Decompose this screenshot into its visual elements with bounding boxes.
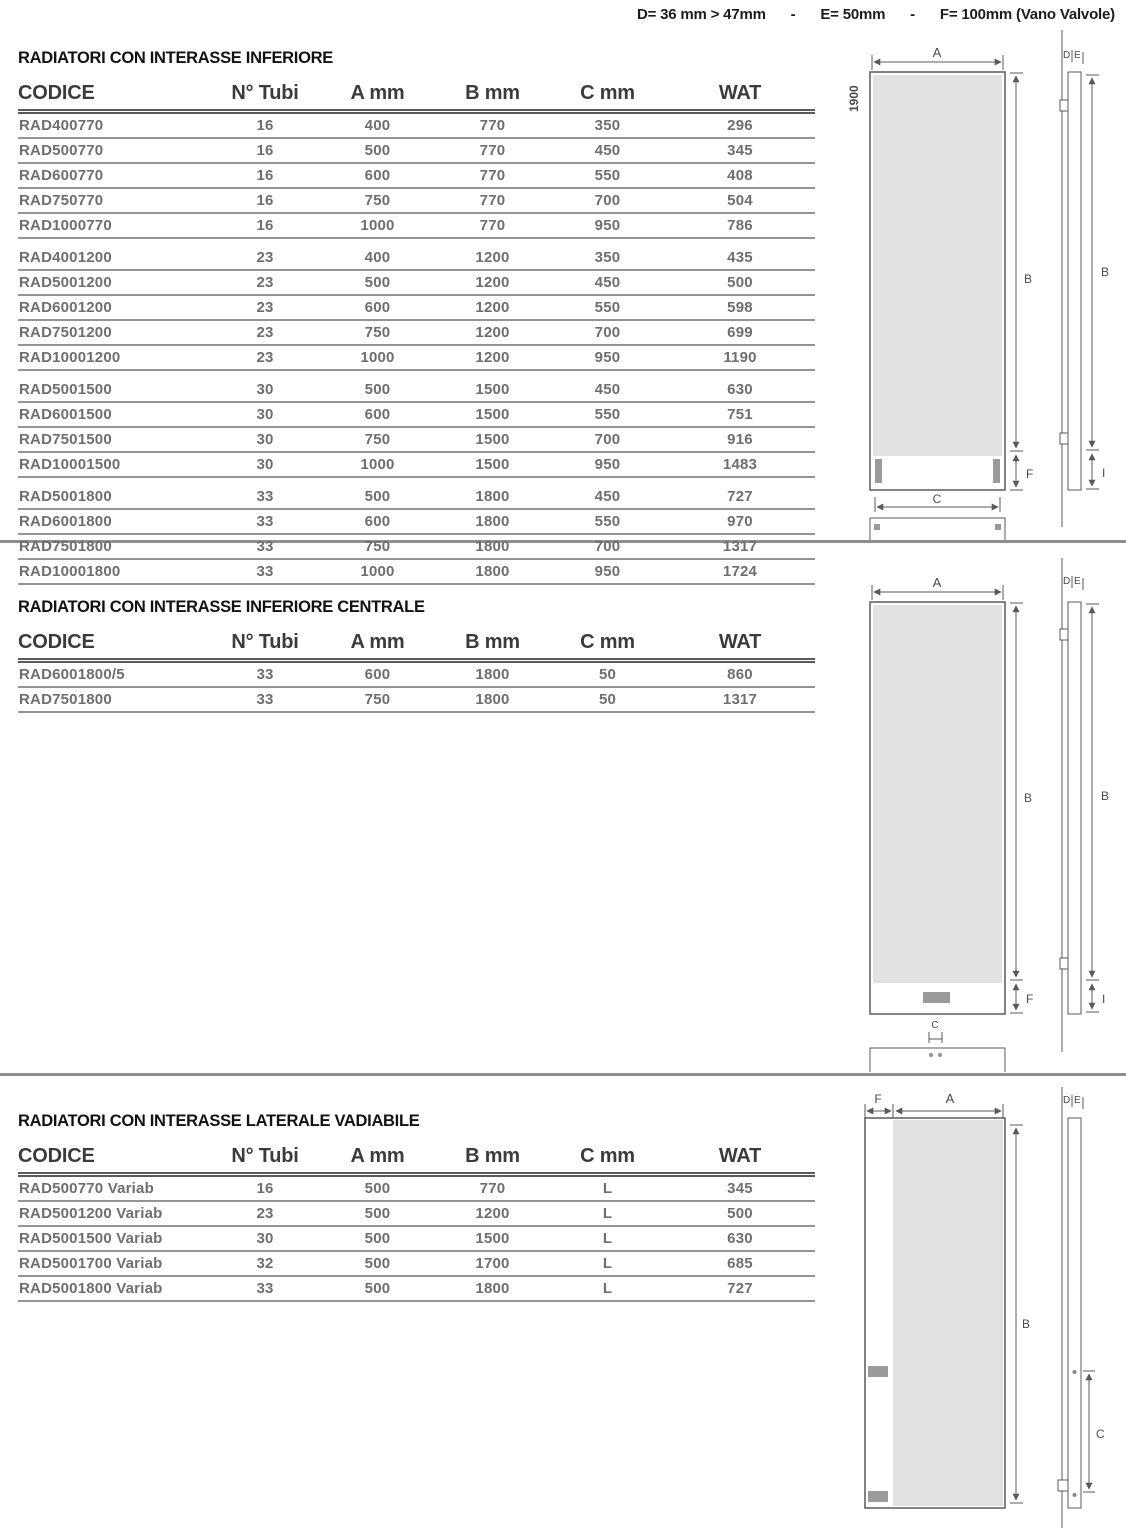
value-cell: 33 bbox=[210, 485, 320, 509]
dim-b-side-label: B bbox=[1101, 789, 1110, 803]
codice-cell: RAD5001700 Variab bbox=[18, 1251, 210, 1276]
spec-table-inferiore-centrale bbox=[18, 629, 815, 713]
value-cell: 500 bbox=[320, 1226, 435, 1251]
value-cell: 700 bbox=[550, 188, 665, 213]
value-cell: 500 bbox=[320, 1175, 435, 1202]
dim-c-label: C bbox=[932, 492, 942, 506]
group-spacer bbox=[18, 238, 815, 246]
column-header-c-mm: C mm bbox=[550, 80, 665, 112]
dim-e-label: E bbox=[1074, 1095, 1081, 1106]
dim-e-label: E bbox=[1074, 576, 1081, 587]
value-cell: 550 bbox=[550, 163, 665, 188]
row-group bbox=[18, 661, 815, 713]
value-cell: 500 bbox=[665, 1201, 815, 1226]
header-row bbox=[18, 80, 815, 112]
codice-cell: RAD10001500 bbox=[18, 452, 210, 477]
value-cell: 1800 bbox=[435, 509, 550, 534]
table-row bbox=[18, 138, 815, 163]
column-header-c-mm: C mm bbox=[550, 629, 665, 661]
codice-cell: RAD500770 Variab bbox=[18, 1175, 210, 1202]
value-cell: 630 bbox=[665, 378, 815, 402]
codice-cell: RAD5001800 Variab bbox=[18, 1276, 210, 1301]
value-cell: 750 bbox=[320, 188, 435, 213]
value-cell: 400 bbox=[320, 112, 435, 139]
row-group bbox=[18, 238, 815, 370]
radiator-body bbox=[873, 75, 1002, 456]
value-cell: 500 bbox=[665, 270, 815, 295]
value-cell: 860 bbox=[665, 661, 815, 688]
value-cell: 32 bbox=[210, 1251, 320, 1276]
value-cell: 16 bbox=[210, 163, 320, 188]
value-cell: 1500 bbox=[435, 378, 550, 402]
value-cell: 30 bbox=[210, 1226, 320, 1251]
table-row bbox=[18, 402, 815, 427]
value-cell: 600 bbox=[320, 295, 435, 320]
value-cell: 1800 bbox=[435, 485, 550, 509]
valve-tab-left bbox=[875, 459, 882, 483]
bottom-view-bar bbox=[870, 1048, 1005, 1072]
value-cell: 950 bbox=[550, 345, 665, 370]
dim-separator: - bbox=[910, 6, 915, 23]
value-cell: 30 bbox=[210, 378, 320, 402]
valve-tab-right bbox=[993, 459, 1000, 483]
value-cell: 750 bbox=[320, 320, 435, 345]
value-cell: 30 bbox=[210, 402, 320, 427]
dim-a-label: A bbox=[945, 1091, 955, 1106]
value-cell: 700 bbox=[550, 534, 665, 559]
dim-d-label: D bbox=[1063, 576, 1071, 587]
diagram-interasse-laterale bbox=[830, 1085, 1126, 1531]
value-cell: 1500 bbox=[435, 427, 550, 452]
value-cell: 1483 bbox=[665, 452, 815, 477]
header-row bbox=[18, 1143, 815, 1175]
value-cell: 23 bbox=[210, 1201, 320, 1226]
value-cell: 50 bbox=[550, 661, 665, 688]
value-cell: L bbox=[550, 1251, 665, 1276]
radiator-side-profile bbox=[1068, 72, 1081, 490]
value-cell: 23 bbox=[210, 345, 320, 370]
value-cell: 16 bbox=[210, 1175, 320, 1202]
value-cell: 1800 bbox=[435, 687, 550, 712]
column-header-a-mm: A mm bbox=[320, 1143, 435, 1175]
dim-i-label: I bbox=[1102, 992, 1106, 1006]
value-cell: 504 bbox=[665, 188, 815, 213]
value-cell: 23 bbox=[210, 295, 320, 320]
column-header-wat: WAT bbox=[665, 1143, 815, 1175]
valve-tab-center bbox=[923, 992, 950, 1003]
value-cell: 33 bbox=[210, 687, 320, 712]
dim-d-value: D= 36 mm > 47mm bbox=[637, 6, 766, 23]
codice-cell: RAD7501800 bbox=[18, 534, 210, 559]
value-cell: 751 bbox=[665, 402, 815, 427]
value-cell: 700 bbox=[550, 320, 665, 345]
value-cell: 1000 bbox=[320, 452, 435, 477]
codice-cell: RAD5001500 bbox=[18, 378, 210, 402]
value-cell: 296 bbox=[665, 112, 815, 139]
value-cell: 1200 bbox=[435, 246, 550, 270]
value-cell: 1000 bbox=[320, 559, 435, 584]
value-cell: 600 bbox=[320, 509, 435, 534]
value-cell: 500 bbox=[320, 1251, 435, 1276]
valve-tab-upper bbox=[868, 1366, 888, 1377]
value-cell: 970 bbox=[665, 509, 815, 534]
table-row bbox=[18, 1175, 815, 1202]
value-cell: 408 bbox=[665, 163, 815, 188]
value-cell: 1000 bbox=[320, 213, 435, 238]
row-group bbox=[18, 370, 815, 477]
value-cell: 1200 bbox=[435, 1201, 550, 1226]
value-cell: 435 bbox=[665, 246, 815, 270]
table-row bbox=[18, 559, 815, 584]
value-cell: 550 bbox=[550, 402, 665, 427]
value-cell: L bbox=[550, 1201, 665, 1226]
dim-a-label: A bbox=[932, 45, 942, 60]
value-cell: 600 bbox=[320, 661, 435, 688]
table-row bbox=[18, 687, 815, 712]
column-header-wat: WAT bbox=[665, 629, 815, 661]
codice-cell: RAD7501200 bbox=[18, 320, 210, 345]
spec-table-inferiore bbox=[18, 80, 815, 585]
table-row bbox=[18, 270, 815, 295]
dim-c-label: C bbox=[931, 1020, 939, 1031]
value-cell: 600 bbox=[320, 163, 435, 188]
table-row bbox=[18, 378, 815, 402]
dim-f-label: F bbox=[1026, 467, 1034, 481]
value-cell: 33 bbox=[210, 1276, 320, 1301]
radiator-body bbox=[893, 1120, 1003, 1506]
value-cell: 30 bbox=[210, 452, 320, 477]
codice-cell: RAD10001800 bbox=[18, 559, 210, 584]
value-cell: 500 bbox=[320, 1276, 435, 1301]
overall-height-label: 1900 bbox=[847, 85, 861, 112]
value-cell: 916 bbox=[665, 427, 815, 452]
value-cell: L bbox=[550, 1276, 665, 1301]
radiator-body bbox=[873, 605, 1002, 983]
value-cell: 630 bbox=[665, 1226, 815, 1251]
column-header-n-tubi: N° Tubi bbox=[210, 1143, 320, 1175]
value-cell: 400 bbox=[320, 246, 435, 270]
value-cell: 1800 bbox=[435, 1276, 550, 1301]
column-header-a-mm: A mm bbox=[320, 80, 435, 112]
header-row bbox=[18, 629, 815, 661]
codice-cell: RAD500770 bbox=[18, 138, 210, 163]
group-spacer bbox=[18, 370, 815, 378]
value-cell: 450 bbox=[550, 138, 665, 163]
value-cell: 33 bbox=[210, 509, 320, 534]
wall-bracket bbox=[1060, 100, 1068, 111]
value-cell: 1500 bbox=[435, 452, 550, 477]
value-cell: 598 bbox=[665, 295, 815, 320]
dim-d-label: D bbox=[1063, 50, 1071, 61]
value-cell: 1800 bbox=[435, 559, 550, 584]
codice-cell: RAD1000770 bbox=[18, 213, 210, 238]
value-cell: 600 bbox=[320, 402, 435, 427]
diagram-interasse-inferiore bbox=[830, 28, 1126, 545]
wall-bracket bbox=[1060, 629, 1068, 640]
row-group bbox=[18, 477, 815, 584]
dim-c-label: C bbox=[1096, 1427, 1105, 1441]
table-row bbox=[18, 188, 815, 213]
section-title: RADIATORI CON INTERASSE INFERIORE bbox=[18, 49, 333, 67]
value-cell: 699 bbox=[665, 320, 815, 345]
value-cell: 700 bbox=[550, 427, 665, 452]
codice-cell: RAD7501800 bbox=[18, 687, 210, 712]
diagram-interasse-inferiore-centrale bbox=[830, 556, 1126, 1076]
value-cell: 16 bbox=[210, 188, 320, 213]
value-cell: L bbox=[550, 1226, 665, 1251]
value-cell: 770 bbox=[435, 138, 550, 163]
value-cell: 450 bbox=[550, 270, 665, 295]
value-cell: 1000 bbox=[320, 345, 435, 370]
value-cell: 500 bbox=[320, 138, 435, 163]
section-title: RADIATORI CON INTERASSE INFERIORE CENTRALE bbox=[18, 598, 425, 616]
column-header-b-mm: B mm bbox=[435, 1143, 550, 1175]
column-header-codice: CODICE bbox=[18, 80, 210, 112]
codice-cell: RAD5001200 Variab bbox=[18, 1201, 210, 1226]
column-header-c-mm: C mm bbox=[550, 1143, 665, 1175]
value-cell: 770 bbox=[435, 213, 550, 238]
dim-b-label: B bbox=[1022, 1317, 1031, 1331]
value-cell: 345 bbox=[665, 138, 815, 163]
value-cell: 550 bbox=[550, 295, 665, 320]
table-row bbox=[18, 1226, 815, 1251]
value-cell: 350 bbox=[550, 112, 665, 139]
value-cell: 1724 bbox=[665, 559, 815, 584]
value-cell: 786 bbox=[665, 213, 815, 238]
value-cell: 750 bbox=[320, 427, 435, 452]
value-cell: 1800 bbox=[435, 534, 550, 559]
value-cell: 23 bbox=[210, 320, 320, 345]
value-cell: 350 bbox=[550, 246, 665, 270]
codice-cell: RAD4001200 bbox=[18, 246, 210, 270]
dim-separator: - bbox=[790, 6, 796, 23]
value-cell: 33 bbox=[210, 661, 320, 688]
value-cell: 770 bbox=[435, 1175, 550, 1202]
value-cell: 23 bbox=[210, 246, 320, 270]
value-cell: 770 bbox=[435, 163, 550, 188]
value-cell: L bbox=[550, 1175, 665, 1202]
value-cell: 1200 bbox=[435, 270, 550, 295]
codice-cell: RAD10001200 bbox=[18, 345, 210, 370]
column-header-b-mm: B mm bbox=[435, 80, 550, 112]
value-cell: 345 bbox=[665, 1175, 815, 1202]
section-interasse-inferiore-centrale bbox=[18, 597, 815, 713]
value-cell: 750 bbox=[320, 534, 435, 559]
value-cell: 950 bbox=[550, 213, 665, 238]
value-cell: 1200 bbox=[435, 320, 550, 345]
value-cell: 500 bbox=[320, 378, 435, 402]
value-cell: 450 bbox=[550, 485, 665, 509]
codice-cell: RAD6001800/5 bbox=[18, 661, 210, 688]
radiator-side-profile bbox=[1068, 1118, 1081, 1508]
radiator-side-profile bbox=[1068, 602, 1081, 1014]
table-row bbox=[18, 345, 815, 370]
value-cell: 685 bbox=[665, 1251, 815, 1276]
value-cell: 16 bbox=[210, 112, 320, 139]
wall-bracket bbox=[1058, 1480, 1068, 1491]
column-header-wat: WAT bbox=[665, 80, 815, 112]
value-cell: 1500 bbox=[435, 402, 550, 427]
codice-cell: RAD6001500 bbox=[18, 402, 210, 427]
table-row bbox=[18, 1276, 815, 1301]
value-cell: 450 bbox=[550, 378, 665, 402]
dim-f-value: F= 100mm (Vano Valvole) bbox=[939, 6, 1115, 23]
value-cell: 500 bbox=[320, 485, 435, 509]
section-interasse-laterale-variabile bbox=[18, 1111, 815, 1302]
value-cell: 30 bbox=[210, 427, 320, 452]
value-cell: 33 bbox=[210, 559, 320, 584]
wall-bracket bbox=[1060, 958, 1068, 969]
dim-b-label: B bbox=[1024, 791, 1033, 805]
table-row bbox=[18, 534, 815, 559]
valve-tab-lower bbox=[868, 1491, 888, 1502]
dim-b-label: B bbox=[1024, 272, 1033, 286]
codice-cell: RAD5001200 bbox=[18, 270, 210, 295]
value-cell: 727 bbox=[665, 1276, 815, 1301]
value-cell: 16 bbox=[210, 138, 320, 163]
section-interasse-inferiore bbox=[18, 48, 815, 585]
dim-a-label: A bbox=[932, 575, 942, 590]
table-row bbox=[18, 485, 815, 509]
codice-cell: RAD7501500 bbox=[18, 427, 210, 452]
section-title: RADIATORI CON INTERASSE LATERALE VADIABILE bbox=[18, 1112, 420, 1130]
codice-cell: RAD6001200 bbox=[18, 295, 210, 320]
group-spacer bbox=[18, 477, 815, 485]
table-row bbox=[18, 1201, 815, 1226]
table-row bbox=[18, 163, 815, 188]
row-group bbox=[18, 1175, 815, 1302]
value-cell: 1500 bbox=[435, 1226, 550, 1251]
codice-cell: RAD5001500 Variab bbox=[18, 1226, 210, 1251]
value-cell: 770 bbox=[435, 112, 550, 139]
column-header-codice: CODICE bbox=[18, 629, 210, 661]
dim-f-label: F bbox=[1026, 992, 1034, 1006]
table-row bbox=[18, 246, 815, 270]
column-header-b-mm: B mm bbox=[435, 629, 550, 661]
value-cell: 16 bbox=[210, 213, 320, 238]
column-header-n-tubi: N° Tubi bbox=[210, 629, 320, 661]
table-row bbox=[18, 452, 815, 477]
column-header-n-tubi: N° Tubi bbox=[210, 80, 320, 112]
codice-cell: RAD400770 bbox=[18, 112, 210, 139]
codice-cell: RAD6001800 bbox=[18, 509, 210, 534]
codice-cell: RAD750770 bbox=[18, 188, 210, 213]
table-row bbox=[18, 1251, 815, 1276]
table-row bbox=[18, 320, 815, 345]
value-cell: 1200 bbox=[435, 295, 550, 320]
value-cell: 1190 bbox=[665, 345, 815, 370]
dim-b-side-label: B bbox=[1101, 265, 1110, 279]
value-cell: 950 bbox=[550, 452, 665, 477]
dim-d-label: D bbox=[1063, 1095, 1071, 1106]
value-cell: 500 bbox=[320, 270, 435, 295]
value-cell: 23 bbox=[210, 270, 320, 295]
value-cell: 1317 bbox=[665, 534, 815, 559]
table-row bbox=[18, 427, 815, 452]
table-row bbox=[18, 112, 815, 139]
table-row bbox=[18, 509, 815, 534]
column-header-codice: CODICE bbox=[18, 1143, 210, 1175]
table-row bbox=[18, 295, 815, 320]
dim-f-label: F bbox=[874, 1092, 882, 1106]
wall-bracket bbox=[1060, 433, 1068, 444]
value-cell: 950 bbox=[550, 559, 665, 584]
bottom-view-bar bbox=[870, 518, 1005, 540]
table-row bbox=[18, 213, 815, 238]
dim-e-value: E= 50mm bbox=[820, 6, 886, 23]
value-cell: 33 bbox=[210, 534, 320, 559]
codice-cell: RAD600770 bbox=[18, 163, 210, 188]
table-row bbox=[18, 661, 815, 688]
value-cell: 1317 bbox=[665, 687, 815, 712]
value-cell: 50 bbox=[550, 687, 665, 712]
value-cell: 750 bbox=[320, 687, 435, 712]
column-header-a-mm: A mm bbox=[320, 629, 435, 661]
value-cell: 1800 bbox=[435, 661, 550, 688]
value-cell: 550 bbox=[550, 509, 665, 534]
dimension-note bbox=[637, 6, 1115, 23]
dim-e-label: E bbox=[1074, 50, 1081, 61]
value-cell: 500 bbox=[320, 1201, 435, 1226]
row-group bbox=[18, 112, 815, 239]
value-cell: 1200 bbox=[435, 345, 550, 370]
value-cell: 770 bbox=[435, 188, 550, 213]
codice-cell: RAD5001800 bbox=[18, 485, 210, 509]
value-cell: 727 bbox=[665, 485, 815, 509]
value-cell: 1700 bbox=[435, 1251, 550, 1276]
dim-i-label: I bbox=[1102, 466, 1106, 480]
spec-table-laterale bbox=[18, 1143, 815, 1302]
